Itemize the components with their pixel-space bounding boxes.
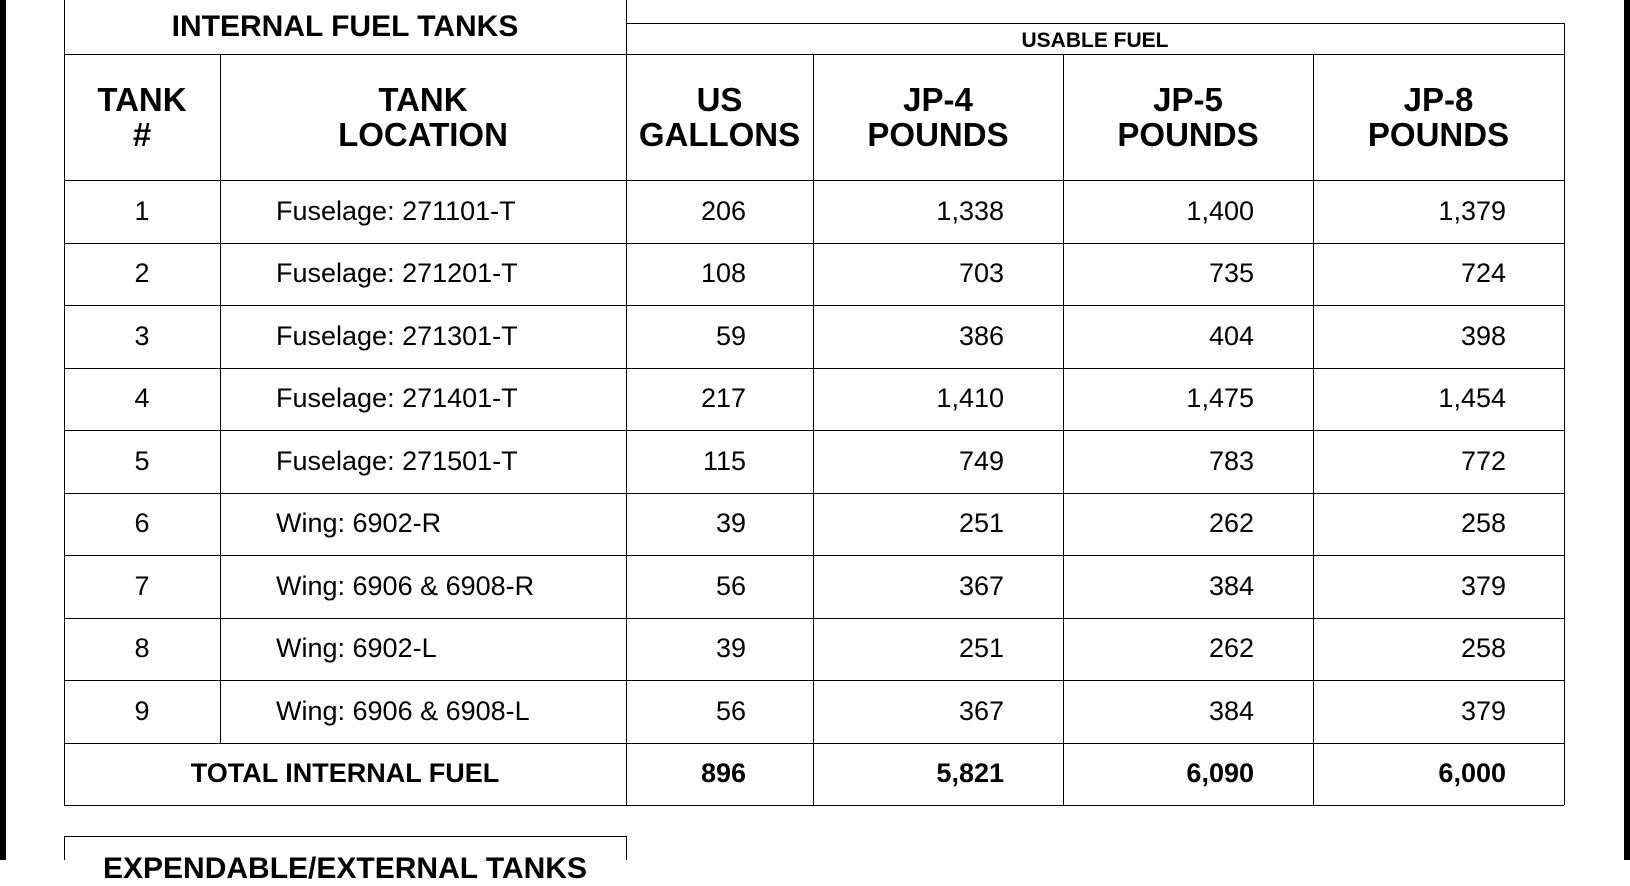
tank-number-cell: 4	[134, 383, 150, 414]
fuel-jp8-cell: 258	[1460, 508, 1506, 539]
column-header-line: US	[696, 81, 743, 118]
fuel-gallons-cell: 56	[715, 570, 746, 601]
fuel-jp5-cell: 783	[1208, 445, 1254, 476]
tank-location-cell: Wing: 6902-L	[276, 633, 437, 664]
tank-number-cell: 5	[134, 445, 150, 476]
fuel-gallons-cell: 108	[700, 258, 746, 289]
fuel-jp4-cell: 749	[958, 445, 1004, 476]
fuel-jp8-cell: 772	[1460, 445, 1506, 476]
page-border-left	[0, 0, 6, 860]
usable-fuel-label: USABLE FUEL	[1021, 28, 1169, 52]
fuel-jp8-cell: 1,454	[1438, 383, 1506, 414]
fuel-gallons-cell: 59	[715, 320, 746, 351]
column-header-tank-location	[220, 54, 626, 180]
fuel-jp8-cell: 724	[1460, 258, 1506, 289]
fuel-jp4-cell: 1,410	[936, 383, 1004, 414]
column-header-line: POUNDS	[1367, 116, 1510, 153]
tank-number-cell: 3	[134, 320, 150, 351]
column-header-jp5	[1063, 54, 1313, 180]
fuel-jp4-cell: 1,338	[936, 195, 1004, 226]
tank-location-cell: Fuselage: 271401-T	[276, 383, 518, 414]
fuel-gallons-cell: 39	[715, 633, 746, 664]
column-header-us-gallons	[626, 54, 813, 180]
fuel-jp5-cell: 384	[1208, 570, 1254, 601]
tank-number-cell: 8	[134, 633, 150, 664]
fuel-jp4-cell: 251	[958, 508, 1004, 539]
total-jp4-cell: 5,821	[936, 758, 1004, 789]
fuel-jp8-cell: 1,379	[1438, 195, 1506, 226]
table-bottom-rule	[64, 805, 1564, 806]
tank-number-cell: 2	[134, 258, 150, 289]
fuel-jp5-cell: 384	[1208, 695, 1254, 726]
tank-location-cell: Wing: 6906 & 6908-R	[276, 570, 535, 601]
fuel-jp8-cell: 379	[1460, 695, 1506, 726]
fuel-gallons-cell: 115	[702, 445, 746, 476]
column-header-line: TANK	[378, 81, 468, 118]
total-label: TOTAL INTERNAL FUEL	[190, 758, 500, 789]
tank-number-cell: 6	[134, 508, 150, 539]
fuel-jp4-cell: 251	[958, 633, 1004, 664]
tank-location-cell: Fuselage: 271501-T	[276, 445, 518, 476]
fuel-jp8-cell: 379	[1460, 570, 1506, 601]
tank-location-cell: Fuselage: 271101-T	[276, 195, 516, 226]
fuel-jp4-cell: 367	[958, 570, 1004, 601]
section-title: INTERNAL FUEL TANKS	[171, 10, 519, 43]
next-section-title: EXPENDABLE/EXTERNAL TANKS	[103, 852, 587, 885]
tank-number-cell: 9	[134, 695, 150, 726]
tank-location-cell: Wing: 6902-R	[276, 508, 442, 539]
usable-fuel-top-rule	[626, 23, 1564, 24]
column-header-jp4	[813, 54, 1063, 180]
column-header-line: JP-4	[903, 81, 973, 118]
fuel-jp5-cell: 262	[1208, 633, 1254, 664]
tank-location-cell: Fuselage: 271301-T	[276, 320, 518, 351]
fuel-gallons-cell: 39	[715, 508, 746, 539]
next-section-box-top	[64, 836, 626, 837]
fuel-jp5-cell: 262	[1208, 508, 1254, 539]
tank-number-cell: 7	[134, 570, 150, 601]
fuel-jp5-cell: 1,400	[1186, 195, 1254, 226]
fuel-gallons-cell: 206	[700, 195, 746, 226]
fuel-gallons-cell: 56	[715, 695, 746, 726]
fuel-jp8-cell: 398	[1460, 320, 1506, 351]
column-header-jp8	[1313, 54, 1564, 180]
column-header-line: POUNDS	[1117, 116, 1259, 153]
column-header-line: POUNDS	[867, 116, 1009, 153]
fuel-jp4-cell: 367	[958, 695, 1004, 726]
fuel-jp5-cell: 404	[1208, 320, 1254, 351]
fuel-jp5-cell: 1,475	[1186, 383, 1254, 414]
page-border-right	[1624, 0, 1630, 860]
fuel-jp4-cell: 386	[958, 320, 1004, 351]
column-header-line: JP-8	[1403, 81, 1474, 118]
column-header-line: #	[132, 116, 152, 153]
fuel-jp8-cell: 258	[1460, 633, 1506, 664]
fuel-jp5-cell: 735	[1208, 258, 1254, 289]
tank-location-cell: Fuselage: 271201-T	[276, 258, 518, 289]
total-gallons-cell: 896	[700, 758, 746, 789]
tank-location-cell: Wing: 6906 & 6908-L	[276, 695, 530, 726]
column-header-line: LOCATION	[338, 116, 508, 153]
tank-number-cell: 1	[134, 195, 150, 226]
column-header-line: TANK	[97, 81, 187, 118]
column-header-line: JP-5	[1153, 81, 1223, 118]
total-jp8-cell: 6,000	[1438, 758, 1506, 789]
fuel-gallons-cell: 217	[700, 383, 746, 414]
next-section-box-right	[626, 836, 627, 860]
total-jp5-cell: 6,090	[1186, 758, 1254, 789]
column-header-tank-num	[64, 54, 220, 180]
column-header-line: GALLONS	[638, 116, 801, 153]
table-border-right	[1564, 23, 1565, 805]
fuel-jp4-cell: 703	[958, 258, 1004, 289]
